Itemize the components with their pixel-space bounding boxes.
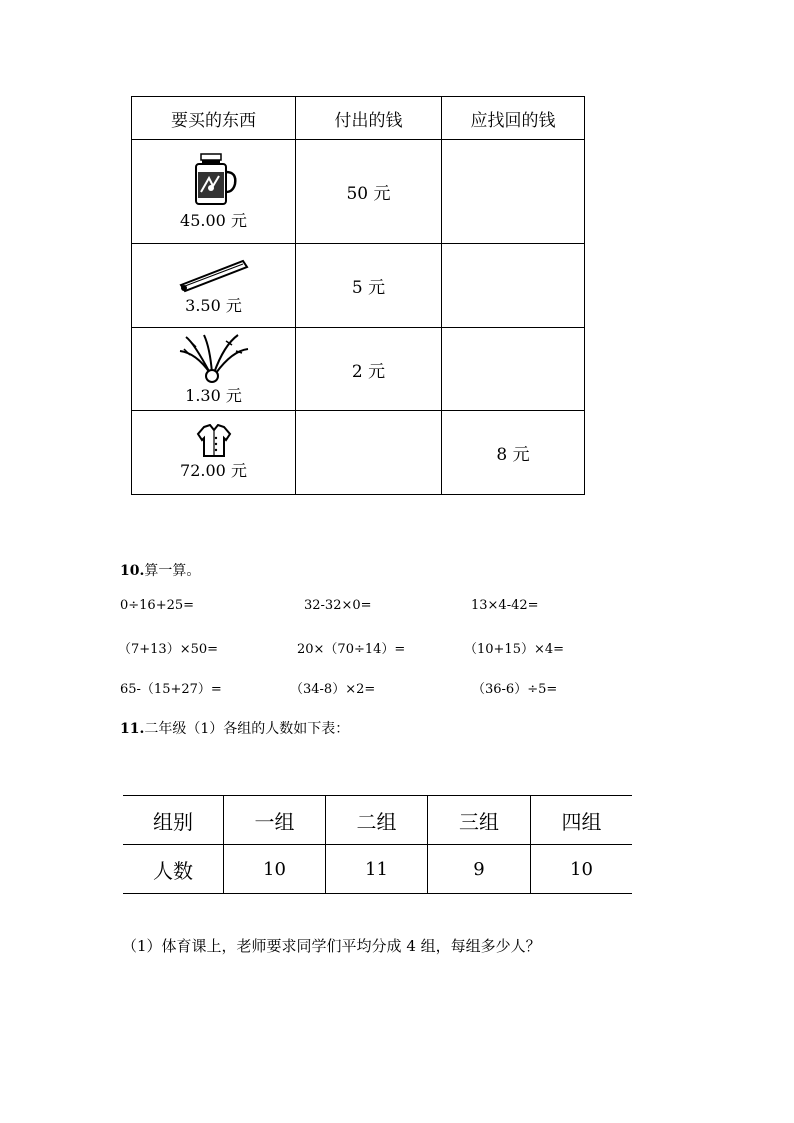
paid-cell: 5 元 [296,244,442,328]
shopping-table [131,96,585,495]
change-cell[interactable] [442,328,585,411]
item-cell [132,244,296,328]
column-header: 二组 [326,796,428,845]
row-header: 人数 [123,845,224,894]
shuttlecock-icon [176,333,252,383]
table-cell: 11 [326,845,428,894]
change-cell: 8 元 [442,411,585,495]
paid-cell: 2 元 [296,328,442,411]
column-header: 三组 [428,796,531,845]
change-cell[interactable] [442,140,585,244]
table-cell: 10 [224,845,326,894]
calc-expression: 32-32×0= [304,598,372,613]
table-cell: 10 [531,845,633,894]
group-count-table [123,795,632,894]
item-cell [132,140,296,244]
item-cell [132,328,296,411]
item-price: 72.00 元 [180,461,247,480]
table-row [132,328,585,411]
table-row [123,845,632,894]
column-header: 付出的钱 [296,97,442,140]
table-header-row [132,97,585,140]
item-price: 45.00 元 [180,211,247,230]
calc-expression: （36-6）÷5= [472,682,558,697]
calc-expression: 0÷16+25= [120,598,195,613]
table-header-row [123,796,632,845]
question-10-title [120,560,200,580]
table-row [132,411,585,495]
calc-expression: （7+13）×50= [118,642,219,657]
jar-icon [189,152,239,208]
question-number: 11. [120,721,145,737]
item-cell [132,411,296,495]
item-price: 1.30 元 [185,385,242,405]
calc-expression: （10+15）×4= [464,642,565,657]
row-header: 组别 [123,796,224,845]
column-header: 一组 [224,796,326,845]
toothbrush-icon [177,255,251,293]
question-text: 算一算。 [144,563,201,579]
column-header: 应找回的钱 [442,97,585,140]
shirt-icon [196,424,232,458]
paid-cell: 50 元 [296,140,442,244]
change-cell[interactable] [442,244,585,328]
paid-cell[interactable] [296,411,442,495]
calc-expression: 20×（70÷14）= [297,642,406,657]
calc-expression: （34-8）×2= [290,682,376,697]
item-price: 3.50 元 [185,296,242,315]
calc-expression: 13×4-42= [471,598,539,613]
table-row [132,140,585,244]
calc-expression: 65-（15+27）= [120,682,222,697]
table-row [132,244,585,328]
column-header: 要买的东西 [132,97,296,140]
table-cell: 9 [428,845,531,894]
question-text: 二年级（1）各组的人数如下表： [144,721,350,737]
sub-question: （1）体育课上，老师要求同学们平均分成 4 组，每组多少人？ [122,937,541,955]
question-11-title [120,718,349,738]
question-number: 10. [120,563,145,579]
column-header: 四组 [531,796,633,845]
